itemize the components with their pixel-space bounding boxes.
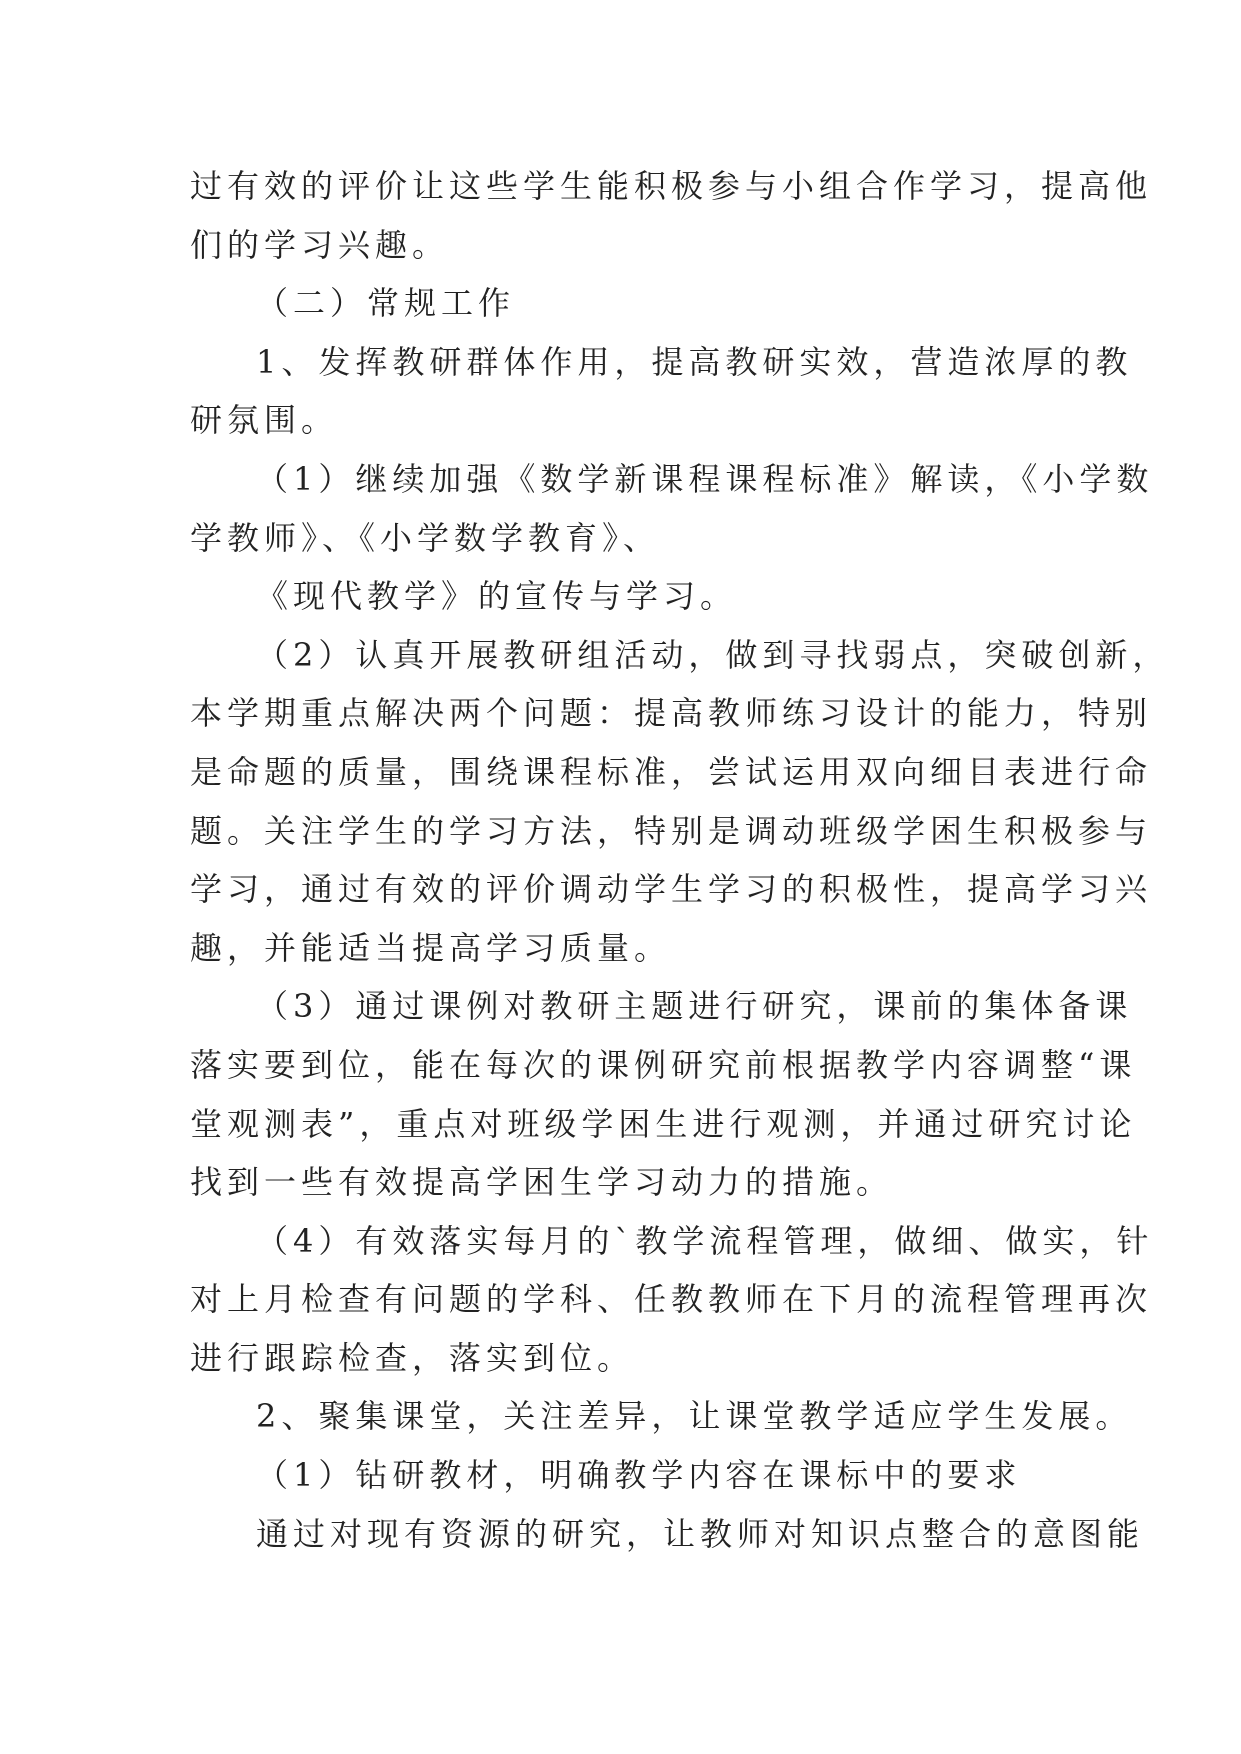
text-line: （1）继续加强《数学新课程课程标准》解读，《小学数: [256, 459, 1154, 498]
text-line: 学教师》、《小学数学教育》、: [190, 518, 661, 557]
text-line: 2、聚集课堂，关注差异，让课堂教学适应学生发展。: [256, 1397, 1133, 1436]
text-line: 本学期重点解决两个问题：提高教师练习设计的能力，特别: [190, 694, 1153, 733]
text-line: 趣，并能适当提高学习质量。: [190, 928, 672, 967]
text-line: 是命题的质量，围绕课程标准，尝试运用双向细目表进行命: [190, 752, 1153, 791]
text-line: 《现代教学》的宣传与学习。: [256, 577, 738, 616]
text-line: 学习，通过有效的评价调动学生学习的积极性，提高学习兴: [190, 870, 1153, 909]
text-line: （4）有效落实每月的`教学流程管理，做细、做实，针: [256, 1221, 1154, 1260]
text-line: 过有效的评价让这些学生能积极参与小组合作学习，提高他: [190, 167, 1153, 205]
text-line: （2）认真开展教研组活动，做到寻找弱点，突破创新，: [256, 635, 1170, 674]
text-line: 通过对现有资源的研究，让教师对知识点整合的意图能: [256, 1514, 1145, 1553]
text-line: 落实要到位，能在每次的课例研究前根据教学内容调整“课: [190, 1045, 1137, 1084]
text-line: 们的学习兴趣。: [190, 225, 450, 264]
text-line: 题。关注学生的学习方法，特别是调动班级学困生积极参与: [190, 811, 1153, 850]
text-line: （1）钻研教材，明确教学内容在课标中的要求: [256, 1456, 1022, 1495]
text-line: 进行跟踪检查，落实到位。: [190, 1338, 635, 1377]
document-body: [190, 157, 1170, 1563]
text-line: （3）通过课例对教研主题进行研究，课前的集体备课: [256, 987, 1133, 1026]
text-line: （二）常规工作: [256, 284, 516, 323]
text-line: 对上月检查有问题的学科、任教教师在下月的流程管理再次: [190, 1280, 1153, 1319]
text-line: 堂观测表”，重点对班级学困生进行观测，并通过研究讨论: [190, 1104, 1137, 1143]
text-line: 研氛围。: [190, 401, 339, 440]
text-line: 1、发挥教研群体作用，提高教研实效，营造浓厚的教: [256, 342, 1133, 381]
text-line: 找到一些有效提高学困生学习动力的措施。: [190, 1163, 894, 1202]
